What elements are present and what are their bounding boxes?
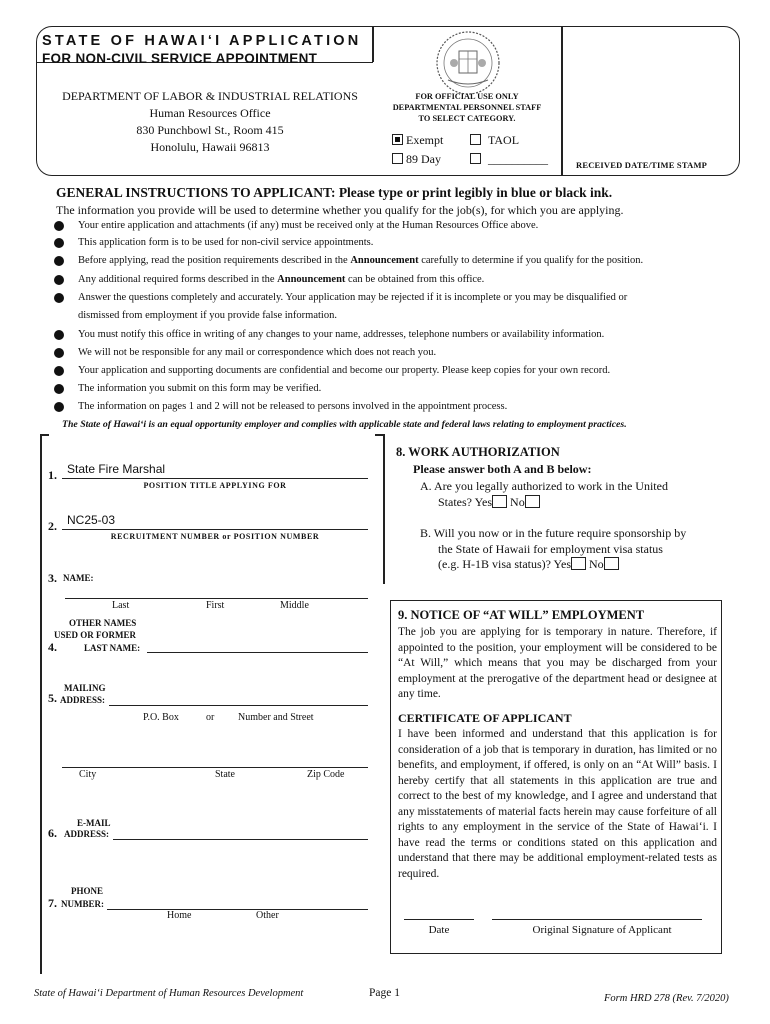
- no-label: No: [510, 495, 525, 509]
- instruction-item: The information you submit on this form may be verified.: [78, 383, 322, 394]
- taol-option[interactable]: [470, 133, 519, 148]
- home-phone-caption: Home: [167, 910, 192, 921]
- official-use-note: [382, 91, 552, 124]
- at-will-heading: 9. NOTICE OF “AT WILL” EMPLOYMENT: [398, 608, 645, 622]
- instruction-item: [78, 255, 643, 266]
- column-divider: [375, 434, 384, 436]
- instruction-text: Before applying, read the position requirements described in the: [78, 255, 351, 266]
- state-caption: State: [215, 769, 235, 780]
- instruction-text: Any additional required forms described in the: [78, 274, 278, 285]
- other-category-blank[interactable]: __________: [488, 152, 548, 166]
- eeo-statement: The State of Hawai‘i is an equal opportunity employer and complies with applicable state and federal laws relating to employment practices.: [62, 419, 627, 430]
- at-will-body: The job you are applying for is temporary in nature. Therefore, if appointed to the position, your employment will be considered to be “At Will,” which means that you may be discharged from your employment at the prerogative of the department head or designee at any time.: [398, 626, 717, 700]
- exempt-checkbox[interactable]: [392, 134, 403, 145]
- certificate-body: I have been informed and understand that this application is for consideration of a job that is temporary in duration, has limited or no benefits, and employment, if offered, is only on an “At Will” basis. I hereby certify that all statements in this application are true and correct to the best of my knowledge, and I agree and understand that any misstatements of material facts herein may cause forfeiture of all rights to any employment in the service of the State of Hawai‘i. I have read the terms or conditions stated on this application and understand that there may be additional employment-related tests as required.: [398, 728, 717, 880]
- question-b-answer: [438, 557, 619, 572]
- field-underline: [62, 478, 368, 479]
- taol-label: TAOL: [488, 133, 520, 147]
- field-number: 3.: [48, 571, 57, 585]
- official-use-line: DEPARTMENTAL PERSONNEL STAFF: [392, 103, 542, 112]
- instruction-item: This application form is to be used for non-civil service appointments.: [78, 237, 374, 248]
- taol-checkbox[interactable]: [470, 134, 481, 145]
- name-input-line[interactable]: [65, 598, 368, 599]
- question-b-text: B. Will you now or in the future require sponsorship by: [420, 526, 687, 540]
- instructions-intro: The information you provide will be used to determine whether you qualify for the job(s), for which you are applying.: [56, 203, 624, 217]
- instruction-item: Your application and supporting documents are confidential and become our property. Please keep copies for your own record.: [78, 365, 611, 376]
- bullet-icon: [54, 402, 64, 412]
- field-number: 6.: [48, 826, 57, 840]
- question-b-yes-checkbox[interactable]: [571, 557, 586, 570]
- instruction-item: The information on pages 1 and 2 will not be released to persons involved in the appointment process.: [78, 401, 508, 412]
- other-names-label: LAST NAME:: [84, 643, 141, 653]
- position-title-input[interactable]: [67, 462, 357, 476]
- left-border: [40, 434, 42, 974]
- instruction-item: We will not be responsible for any mail or correspondence which does not reach you.: [78, 347, 437, 358]
- other-phone-caption: Other: [256, 910, 279, 921]
- phone-label: NUMBER:: [61, 899, 104, 909]
- email-label: ADDRESS:: [64, 829, 110, 839]
- field-number: 1.: [48, 468, 57, 482]
- announcement-term: Announcement: [277, 274, 346, 285]
- instruction-text: carefully to determine if you qualify for the position.: [418, 255, 644, 266]
- question-a-answer: [438, 495, 540, 510]
- email-input-line[interactable]: [113, 839, 368, 840]
- office-address: [40, 88, 380, 156]
- received-stamp-label: RECEIVED DATE/TIME STAMP: [576, 160, 708, 170]
- page-number: Page 1: [369, 987, 400, 999]
- bullet-icon: [54, 330, 64, 340]
- department-name: DEPARTMENT OF LABOR & INDUSTRIAL RELATIONS: [62, 89, 358, 103]
- other-names-input-line[interactable]: [147, 652, 368, 653]
- work-authorization-heading: 8. WORK AUTHORIZATION: [396, 445, 560, 459]
- form-title: STATE OF HAWAI‘I APPLICATION: [42, 33, 362, 49]
- 89-day-label: 89 Day: [406, 152, 441, 166]
- first-name-caption: First: [206, 600, 225, 611]
- left-border: [40, 434, 49, 436]
- office-name: Human Resources Office: [149, 106, 271, 120]
- field-number: 4.: [48, 640, 57, 654]
- other-names-label: OTHER NAMES: [69, 618, 137, 628]
- signature-caption: Original Signature of Applicant: [532, 924, 672, 936]
- official-use-line: TO SELECT CATEGORY.: [418, 114, 516, 123]
- official-use-line: FOR OFFICIAL USE ONLY: [415, 92, 519, 101]
- bullet-icon: [54, 256, 64, 266]
- signature-line[interactable]: [492, 919, 702, 920]
- position-title-caption: POSITION TITLE APPLYING FOR: [143, 481, 287, 490]
- 89-day-option[interactable]: [392, 152, 441, 167]
- date-caption: Date: [428, 924, 450, 936]
- question-b-text: the State of Hawaii for employment visa status: [438, 542, 663, 556]
- other-names-label: USED OR FORMER: [54, 630, 137, 640]
- instructions-heading: GENERAL INSTRUCTIONS TO APPLICANT: Please type or print legibly in blue or black ink.: [56, 185, 613, 200]
- instruction-text: can be obtained from this office.: [345, 274, 485, 285]
- question-b-no-checkbox[interactable]: [604, 557, 619, 570]
- bullet-icon: [54, 275, 64, 285]
- field-number: 5.: [48, 691, 57, 705]
- 89-day-checkbox[interactable]: [392, 153, 403, 164]
- form-number: Form HRD 278 (Rev. 7/2020): [604, 993, 729, 1004]
- yes-label: Yes: [553, 557, 572, 571]
- po-box-caption: P.O. Box: [143, 712, 179, 723]
- address-input-line[interactable]: [109, 705, 368, 706]
- city-caption: City: [79, 769, 97, 780]
- divider: [561, 27, 563, 175]
- other-category-checkbox[interactable]: [470, 153, 481, 164]
- instruction-item: Answer the questions completely and accurately. Your application may be rejected if it is incomplete or you may be disqualified or: [78, 292, 628, 303]
- instruction-item: You must notify this office in writing of any changes to your name, addresses, telephone numbers or availability information.: [78, 329, 605, 340]
- exempt-label: Exempt: [406, 133, 444, 147]
- recruitment-number-caption: RECRUITMENT NUMBER or POSITION NUMBER: [110, 532, 320, 541]
- exempt-option[interactable]: [392, 133, 443, 148]
- or-caption: or: [206, 712, 215, 723]
- yes-label: Yes: [474, 495, 493, 509]
- bullet-icon: [54, 293, 64, 303]
- bullet-icon: [54, 221, 64, 231]
- work-authorization-subheading: Please answer both A and B below:: [413, 462, 592, 476]
- question-b-text: (e.g. H-1B visa status)?: [438, 557, 551, 571]
- phone-label: PHONE: [71, 886, 104, 896]
- bullet-icon: [54, 366, 64, 376]
- middle-name-caption: Middle: [280, 600, 309, 611]
- state-seal-icon: [430, 30, 506, 96]
- other-category-option[interactable]: [470, 152, 548, 167]
- bullet-icon: [54, 384, 64, 394]
- name-label: NAME:: [63, 573, 94, 583]
- last-name-caption: Last: [112, 600, 130, 611]
- mailing-address-label: MAILING: [64, 683, 106, 693]
- announcement-term: Announcement: [350, 255, 419, 266]
- bullet-icon: [54, 348, 64, 358]
- column-divider: [383, 434, 385, 584]
- instruction-item: Your entire application and attachments (if any) must be received only at the Human Resources Office above.: [78, 220, 539, 231]
- instruction-item-continued: dismissed from employment if you provide false information.: [78, 310, 337, 321]
- email-label: E-MAIL: [77, 818, 111, 828]
- date-signature-line[interactable]: [404, 919, 474, 920]
- question-a-text: States?: [438, 495, 472, 509]
- street-address: 830 Punchbowl St., Room 415: [136, 123, 284, 137]
- field-underline: [62, 529, 368, 530]
- question-a-yes-checkbox[interactable]: [492, 495, 507, 508]
- field-number: 2.: [48, 519, 57, 533]
- question-a-no-checkbox[interactable]: [525, 495, 540, 508]
- mailing-address-label: ADDRESS:: [60, 695, 106, 705]
- recruitment-number-input[interactable]: [67, 513, 357, 527]
- instruction-item: [78, 274, 484, 285]
- divider: [372, 27, 374, 62]
- zip-caption: Zip Code: [307, 769, 345, 780]
- no-label: No: [589, 557, 604, 571]
- bullet-icon: [54, 238, 64, 248]
- form-subtitle: FOR NON-CIVIL SERVICE APPOINTMENT: [42, 51, 318, 66]
- city-address: Honolulu, Hawaii 96813: [150, 140, 270, 154]
- field-number: 7.: [48, 896, 57, 910]
- phone-input-line[interactable]: [107, 909, 368, 910]
- city-state-zip-input-line[interactable]: [62, 767, 368, 768]
- number-street-caption: Number and Street: [238, 712, 314, 723]
- certificate-heading: CERTIFICATE OF APPLICANT: [398, 711, 572, 725]
- question-a-text: A. Are you legally authorized to work in the United: [420, 479, 668, 493]
- footer-department: State of Hawai‘i Department of Human Resources Development: [34, 988, 304, 999]
